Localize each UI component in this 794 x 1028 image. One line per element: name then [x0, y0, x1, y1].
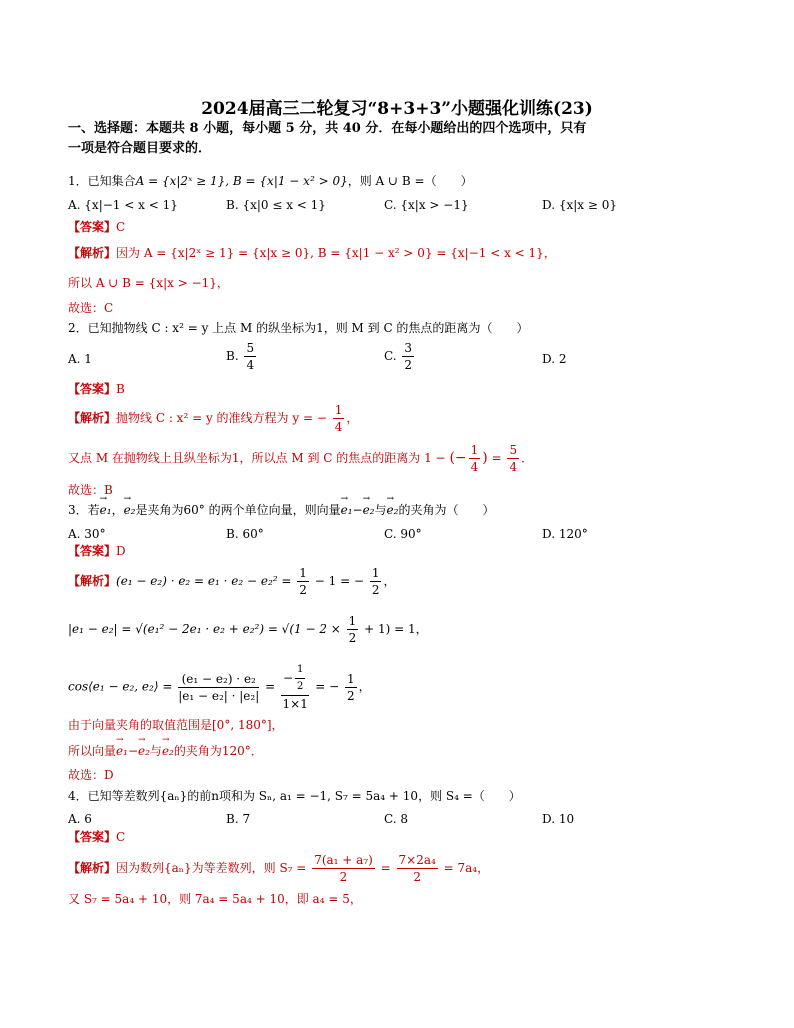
- q2-choose: 故选：B: [68, 483, 113, 497]
- q1-answer: 【答案】C: [68, 220, 126, 234]
- q1-option-c: C. {x|x > −1}: [384, 198, 469, 212]
- q4-option-d: D. 10: [542, 812, 575, 826]
- q3-option-a: A. 30°: [68, 527, 106, 541]
- q3-choose: 故选：D: [68, 768, 114, 782]
- q3-option-d: D. 120°: [542, 527, 588, 541]
- q1-choose: 故选：C: [68, 301, 114, 315]
- q4-analysis-1: 【解析】因为数列{aₙ}为等差数列，则 S₇ = $\frac{\text{7(a₁ + a₇)}}{2}$ = $\frac{\text{7×2a₄}}{2}$ = 7a₄，: [68, 853, 490, 884]
- q3-option-b: B. 60°: [226, 527, 264, 541]
- q1-stem: 1．已知集合A = {x|2ˣ ≥ 1}, B = {x|1 − x² > 0}，则 A ∪ B =（ ）: [68, 174, 473, 188]
- q4-answer: 【答案】C: [68, 830, 126, 844]
- q1-option-a: A. {x|−1 < x < 1}: [68, 198, 178, 212]
- q4-stem: 4．已知等差数列{aₙ}的前n项和为 Sₙ, a₁ = −1, S₇ = 5a₄ + 10，则 S₄ =（ ）: [68, 789, 521, 803]
- q2-option-c: C. $\frac{3}{2}$: [384, 341, 413, 372]
- q2-analysis2-result: $\frac{5}{4}$: [509, 443, 518, 474]
- q4-option-a: A. 6: [68, 812, 92, 826]
- q1-sets: A = {x|2ˣ ≥ 1}, B = {x|1 − x² > 0}: [135, 174, 348, 188]
- q3-stem: 3．若→ e₁，→ e₂是夹角为60° 的两个单位向量，则向量→ e₁−→ e₂与→ e₂的夹角为（ ）: [68, 502, 494, 518]
- q2-stem: 2．已知抛物线 C : x² = y 上点 M 的纵坐标为1，则 M 到 C 的焦点的距离为（ ）: [68, 321, 529, 335]
- q4-analysis-2: 又 S₇ = 5a₄ + 10，则 7a₄ = 5a₄ + 10，即 a₄ = 5，: [68, 892, 362, 906]
- q2-option-d: D. 2: [542, 352, 567, 366]
- q3-analysis-2: |e₁ − e₂| = √(e₁² − 2e₁ · e₂ + e₂²) = √(1 − 2 × $\frac{1}{2}$ + 1) = 1，: [68, 614, 428, 645]
- section-heading-line1: 一、选择题：本题共 8 小题，每小题 5 分，共 40 分．在每小题给出的四个选项中，只有: [68, 121, 587, 136]
- q3-analysis-5: 所以向量→ e₁−→ e₂与→ e₂的夹角为120°．: [68, 743, 263, 759]
- page-title: 2024届高三二轮复习“8+3+3”小题强化训练(23): [201, 99, 593, 119]
- q1-analysis-2: 所以 A ∪ B = {x|x > −1}，: [68, 276, 229, 290]
- q3-analysis-3: cos⟨e₁ − e₂, e₂⟩ = $\frac{\text{(e₁ − e₂) · e₂}}{\text{|e₁ − e₂| · |e₂|}}$ = − $\frac{1}{2}$ 1×1 = − $\frac{1}{2}$ ，: [68, 664, 371, 711]
- q2-analysis-fraction: $\frac{1}{4}$: [334, 403, 343, 434]
- q2-option-b: B. $\frac{5}{4}$: [226, 341, 255, 372]
- q4-option-c: C. 8: [384, 812, 409, 826]
- q4-option-b: B. 7: [226, 812, 251, 826]
- q1-option-b: B. {x|0 ≤ x < 1}: [226, 198, 326, 212]
- section-heading-line2: 一项是符合题目要求的．: [68, 141, 212, 156]
- q2-analysis2-fraction: $\frac{1}{4}$: [470, 443, 479, 474]
- q1-analysis-1: 【解析】因为 A = {x|2ˣ ≥ 1} = {x|x ≥ 0}, B = {x|1 − x² > 0} = {x|−1 < x < 1}，: [68, 246, 556, 260]
- q2-option-c-fraction: $\frac{3}{2}$: [404, 341, 413, 372]
- q3-analysis-1: 【解析】(e₁ − e₂) · e₂ = e₁ · e₂ − e₂² = $\frac{1}{2}$ − 1 = − $\frac{1}{2}$ ，: [68, 566, 396, 597]
- q3-answer: 【答案】D: [68, 544, 126, 558]
- q2-option-a: A. 1: [68, 352, 92, 366]
- q3-option-c: C. 90°: [384, 527, 422, 541]
- q2-analysis-2: 又点 M 在抛物线上且纵坐标为1，所以点 M 到 C 的焦点的距离为 1 − (− $\frac{1}{4}$ ) = $\frac{5}{4}$ ．: [68, 443, 534, 474]
- q2-option-b-fraction: $\frac{5}{4}$: [246, 341, 255, 372]
- q3-analysis-4: 由于向量夹角的取值范围是[0°, 180°]，: [68, 718, 284, 732]
- q2-answer: 【答案】B: [68, 382, 125, 396]
- q1-option-d: D. {x|x ≥ 0}: [542, 198, 617, 212]
- q2-analysis-1: 【解析】抛物线 C : x² = y 的准线方程为 y = − $\frac{1}{4}$ ，: [68, 403, 359, 434]
